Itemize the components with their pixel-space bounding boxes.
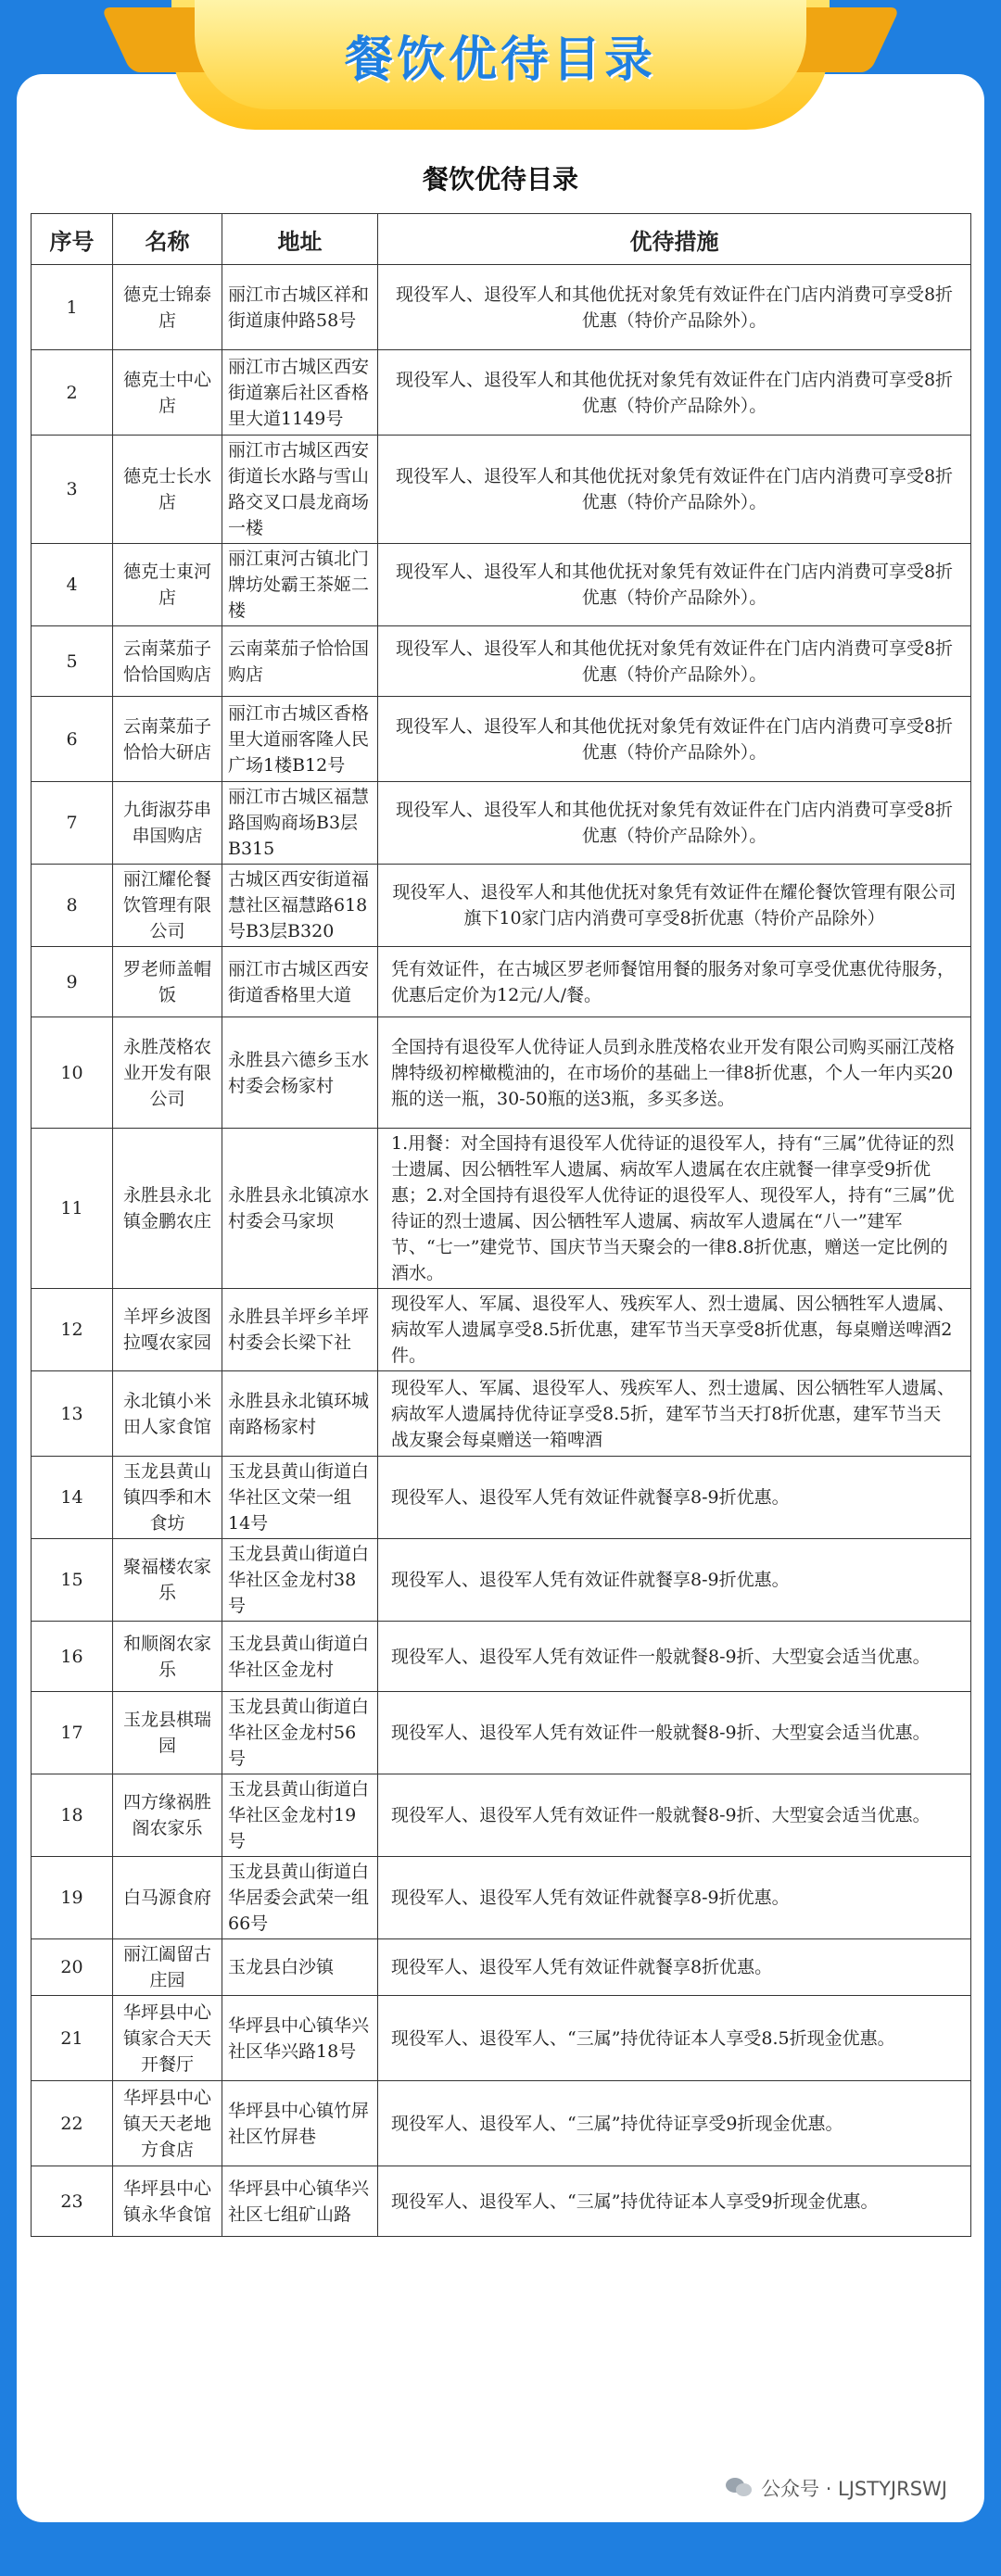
row-address: 玉龙县黄山街道白华社区金龙村38号	[222, 1539, 378, 1622]
table-row	[32, 350, 971, 436]
row-address: 玉龙县黄山街道白华居委会武荣一组66号	[222, 1857, 378, 1939]
row-number: 20	[32, 1939, 113, 1996]
table-row	[32, 1539, 971, 1622]
row-measure: 全国持有退役军人优待证人员到永胜茂格农业开发有限公司购买丽江茂格牌特级初榨橄榄油的，在市场价的基础上一律8折优惠，个人一年内买20瓶的送一瓶，30-50瓶的送3瓶，多买多送。	[378, 1017, 971, 1129]
catering-table	[31, 213, 971, 2237]
row-number: 18	[32, 1774, 113, 1857]
table-row	[32, 1692, 971, 1774]
row-name: 玉龙县黄山镇四季和木食坊	[113, 1457, 222, 1539]
row-name: 永胜茂格农业开发有限公司	[113, 1017, 222, 1129]
row-measure: 现役军人、退役军人和其他优抚对象凭有效证件在门店内消费可享受8折优惠（特价产品除外）。	[378, 697, 971, 782]
row-address: 永胜县永北镇凉水村委会马家坝	[222, 1129, 378, 1289]
row-number: 9	[32, 947, 113, 1017]
table-row	[32, 626, 971, 697]
row-name: 白马源食府	[113, 1857, 222, 1939]
row-name: 四方缘祸胜阁农家乐	[113, 1774, 222, 1857]
row-name: 羊坪乡波图拉嘎农家园	[113, 1289, 222, 1371]
row-address: 丽江市古城区西安街道香格里大道	[222, 947, 378, 1017]
table-row	[32, 1129, 971, 1289]
row-address: 丽江市古城区西安街道寨后社区香格里大道1149号	[222, 350, 378, 436]
table-row	[32, 697, 971, 782]
row-number: 12	[32, 1289, 113, 1371]
row-measure: 现役军人、退役军人凭有效证件就餐享8-9折优惠。	[378, 1857, 971, 1939]
row-measure: 现役军人、退役军人和其他优抚对象凭有效证件在门店内消费可享受8折优惠（特价产品除外）。	[378, 265, 971, 350]
table-row	[32, 1457, 971, 1539]
row-name: 云南菜茄子恰恰国购店	[113, 626, 222, 697]
row-number: 10	[32, 1017, 113, 1129]
row-name: 丽江耀伦餐饮管理有限公司	[113, 865, 222, 947]
banner-title: 餐饮优待目录	[344, 32, 656, 88]
header-address: 地址	[222, 214, 378, 265]
row-address: 玉龙县黄山街道白华社区金龙村56号	[222, 1692, 378, 1774]
row-measure: 1.用餐：对全国持有退役军人优待证的退役军人，持有“三属”优待证的烈士遗属、因公牺牲军人遗属、病故军人遗属在农庄就餐一律享受9折优惠；2.对全国持有退役军人优待证的退役军人、现役军人，持有“三属”优待证的烈士遗属、因公牺牲军人遗属、病故军人遗属在“八一”建军节、“七一”建党节、国庆节当天聚会的一律8.8折优惠，赠送一定比例的酒水。	[378, 1129, 971, 1289]
header-no: 序号	[32, 214, 113, 265]
footer-watermark	[726, 2474, 947, 2502]
row-number: 14	[32, 1457, 113, 1539]
row-number: 13	[32, 1371, 113, 1457]
row-address: 云南菜茄子恰恰国购店	[222, 626, 378, 697]
row-number: 3	[32, 436, 113, 544]
table-row	[32, 782, 971, 865]
title-banner	[195, 0, 806, 109]
table-row	[32, 1996, 971, 2081]
row-number: 15	[32, 1539, 113, 1622]
footer-account: 公众号 · LJSTYJRSWJ	[761, 2478, 947, 2500]
row-name: 九街淑芬串串国购店	[113, 782, 222, 865]
table-row	[32, 1939, 971, 1996]
row-name: 德克士锦泰店	[113, 265, 222, 350]
table-row	[32, 1371, 971, 1457]
row-name: 聚福楼农家乐	[113, 1539, 222, 1622]
row-name: 永北镇小米田人家食馆	[113, 1371, 222, 1457]
header-measure: 优待措施	[378, 214, 971, 265]
row-number: 4	[32, 544, 113, 626]
row-measure: 现役军人、军属、退役军人、残疾军人、烈士遗属、因公牺牲军人遗属、病故军人遗属享受8.5折优惠，建军节当天享受8折优惠，每桌赠送啤酒2件。	[378, 1289, 971, 1371]
row-number: 8	[32, 865, 113, 947]
row-number: 2	[32, 350, 113, 436]
row-measure: 现役军人、退役军人凭有效证件就餐享8折优惠。	[378, 1939, 971, 1996]
row-number: 1	[32, 265, 113, 350]
table-header-row	[32, 214, 971, 265]
table-row	[32, 1017, 971, 1129]
row-name: 华坪县中心镇永华食馆	[113, 2166, 222, 2237]
row-number: 11	[32, 1129, 113, 1289]
row-name: 和顺阁农家乐	[113, 1622, 222, 1692]
table-row	[32, 436, 971, 544]
table-body	[32, 265, 971, 2237]
row-number: 22	[32, 2081, 113, 2166]
row-name: 德克士中心店	[113, 350, 222, 436]
row-name: 德克士长水店	[113, 436, 222, 544]
table-row	[32, 1289, 971, 1371]
row-name: 德克士東河店	[113, 544, 222, 626]
row-address: 丽江東河古镇北门牌坊处霸王茶姬二楼	[222, 544, 378, 626]
row-number: 17	[32, 1692, 113, 1774]
table-row	[32, 265, 971, 350]
row-address: 玉龙县黄山街道白华社区金龙村19号	[222, 1774, 378, 1857]
wechat-icon	[726, 2478, 754, 2498]
row-measure: 现役军人、退役军人、“三属”持优待证本人享受8.5折现金优惠。	[378, 1996, 971, 2081]
row-address: 永胜县羊坪乡羊坪村委会长梁下社	[222, 1289, 378, 1371]
row-measure: 现役军人、退役军人凭有效证件一般就餐8-9折、大型宴会适当优惠。	[378, 1692, 971, 1774]
row-name: 永胜县永北镇金鹏农庄	[113, 1129, 222, 1289]
document-panel	[17, 74, 984, 2522]
row-number: 21	[32, 1996, 113, 2081]
row-name: 华坪县中心镇家合天天开餐厅	[113, 1996, 222, 2081]
table-row	[32, 947, 971, 1017]
table-row	[32, 544, 971, 626]
row-measure: 现役军人、退役军人和其他优抚对象凭有效证件在门店内消费可享受8折优惠（特价产品除外）。	[378, 436, 971, 544]
row-address: 玉龙县黄山街道白华社区文荣一组14号	[222, 1457, 378, 1539]
row-measure: 现役军人、退役军人凭有效证件一般就餐8-9折、大型宴会适当优惠。	[378, 1774, 971, 1857]
table-row	[32, 1857, 971, 1939]
row-number: 16	[32, 1622, 113, 1692]
row-measure: 现役军人、退役军人和其他优抚对象凭有效证件在门店内消费可享受8折优惠（特价产品除外）。	[378, 626, 971, 697]
row-measure: 现役军人、退役军人凭有效证件就餐享8-9折优惠。	[378, 1539, 971, 1622]
row-number: 23	[32, 2166, 113, 2237]
row-address: 华坪县中心镇竹屏社区竹屏巷	[222, 2081, 378, 2166]
row-measure: 现役军人、退役军人凭有效证件一般就餐8-9折、大型宴会适当优惠。	[378, 1622, 971, 1692]
row-measure: 现役军人、退役军人和其他优抚对象凭有效证件在门店内消费可享受8折优惠（特价产品除外）。	[378, 782, 971, 865]
row-address: 古城区西安街道福慧社区福慧路618号B3层B320	[222, 865, 378, 947]
table-row	[32, 1774, 971, 1857]
row-address: 丽江市古城区西安街道长水路与雪山路交叉口晨龙商场一楼	[222, 436, 378, 544]
row-address: 丽江市古城区福慧路国购商场B3层B315	[222, 782, 378, 865]
row-name: 罗老师盖帽饭	[113, 947, 222, 1017]
row-address: 永胜县永北镇环城南路杨家村	[222, 1371, 378, 1457]
row-number: 19	[32, 1857, 113, 1939]
row-address: 华坪县中心镇华兴社区华兴路18号	[222, 1996, 378, 2081]
row-measure: 凭有效证件，在古城区罗老师餐馆用餐的服务对象可享受优惠优待服务，优惠后定价为12元/人/餐。	[378, 947, 971, 1017]
row-measure: 现役军人、退役军人和其他优抚对象凭有效证件在门店内消费可享受8折优惠（特价产品除外）。	[378, 350, 971, 436]
row-address: 玉龙县白沙镇	[222, 1939, 378, 1996]
row-measure: 现役军人、退役军人和其他优抚对象凭有效证件在门店内消费可享受8折优惠（特价产品除外）。	[378, 544, 971, 626]
header-name: 名称	[113, 214, 222, 265]
document-title: 餐饮优待目录	[422, 164, 578, 195]
row-name: 云南菜茄子恰恰大研店	[113, 697, 222, 782]
row-address: 丽江市古城区祥和街道康仲路58号	[222, 265, 378, 350]
table-row	[32, 2081, 971, 2166]
row-address: 玉龙县黄山街道白华社区金龙村	[222, 1622, 378, 1692]
row-measure: 现役军人、退役军人、“三属”持优待证本人享受9折现金优惠。	[378, 2166, 971, 2237]
table-row	[32, 1622, 971, 1692]
row-address: 丽江市古城区香格里大道丽客隆人民广场1楼B12号	[222, 697, 378, 782]
row-number: 7	[32, 782, 113, 865]
row-name: 丽江阖留古庄园	[113, 1939, 222, 1996]
row-name: 华坪县中心镇天天老地方食店	[113, 2081, 222, 2166]
row-measure: 现役军人、退役军人和其他优抚对象凭有效证件在耀伦餐饮管理有限公司旗下10家门店内消费可享受8折优惠（特价产品除外）	[378, 865, 971, 947]
row-number: 5	[32, 626, 113, 697]
table-row	[32, 865, 971, 947]
row-number: 6	[32, 697, 113, 782]
row-measure: 现役军人、退役军人、“三属”持优待证享受9折现金优惠。	[378, 2081, 971, 2166]
row-measure: 现役军人、军属、退役军人、残疾军人、烈士遗属、因公牺牲军人遗属、病故军人遗属持优待证享受8.5折，建军节当天打8折优惠，建军节当天战友聚会每桌赠送一箱啤酒	[378, 1371, 971, 1457]
row-name: 玉龙县棋瑞园	[113, 1692, 222, 1774]
table-row	[32, 2166, 971, 2237]
row-address: 永胜县六德乡玉水村委会杨家村	[222, 1017, 378, 1129]
row-measure: 现役军人、退役军人凭有效证件就餐享8-9折优惠。	[378, 1457, 971, 1539]
row-address: 华坪县中心镇华兴社区七组矿山路	[222, 2166, 378, 2237]
